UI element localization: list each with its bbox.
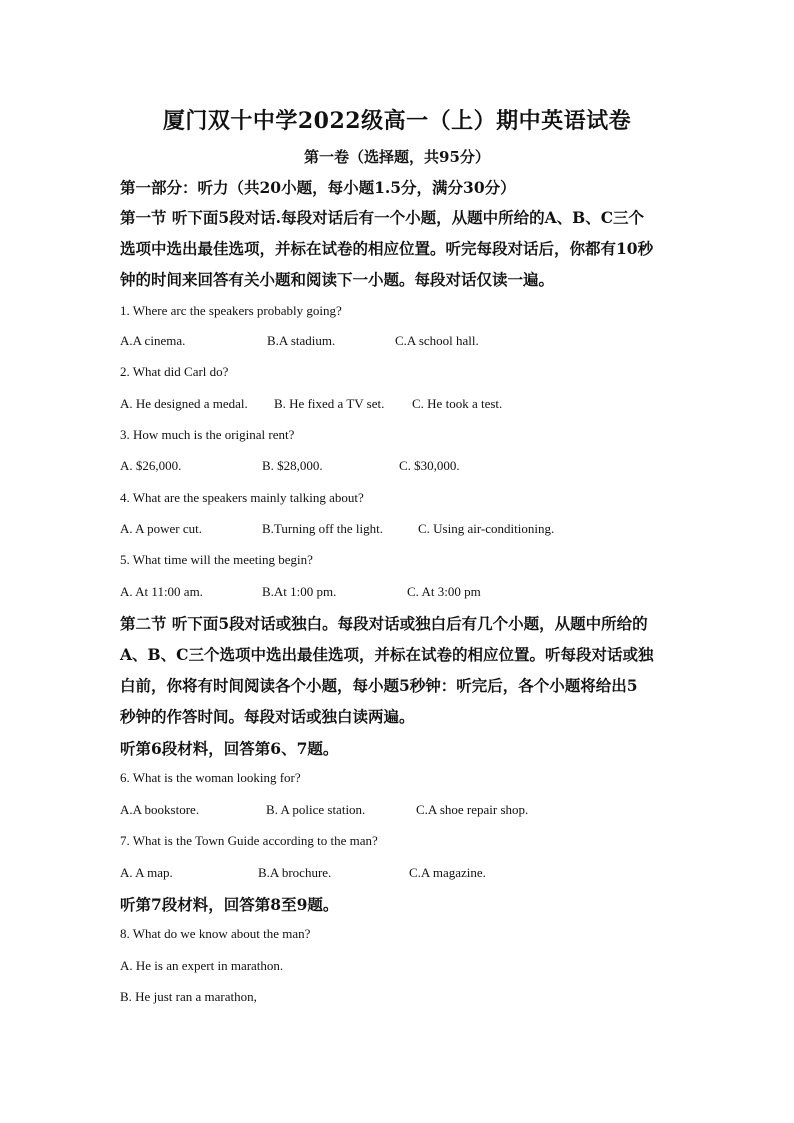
option-b: B.At 1:00 pm. <box>262 584 337 599</box>
page-title: 厦门双十中学2022级高一（上）期中英语试卷 <box>162 108 632 134</box>
section1-instruction-line3: 钟的时间来回答有关小题和阅读下一小题。每段对话仅读一遍。 <box>120 270 555 289</box>
option-b: B. He fixed a TV set. <box>274 396 385 411</box>
section2-instruction-line3: 白前，你将有时间阅读各个小题，每小题5秒钟：听完后，各个小题将给出5 <box>120 676 638 695</box>
question-1: 1. Where arc the speakers probably going? <box>120 303 342 318</box>
question-2: 2. What did Carl do? <box>120 364 229 379</box>
option-c: C.A magazine. <box>409 865 486 880</box>
option-a: A.A cinema. <box>120 333 186 348</box>
option-b: B.A brochure. <box>258 865 332 880</box>
section1-instruction-line2: 选项中选出最佳选项，并标在试卷的相应位置。听完每段对话后，你都有10秒 <box>120 239 654 258</box>
option-a: A. He designed a medal. <box>120 396 248 411</box>
question-4: 4. What are the speakers mainly talking about? <box>120 490 364 505</box>
option-a: A. At 11:00 am. <box>120 584 203 599</box>
option-c: C. He took a test. <box>412 396 503 411</box>
question-5: 5. What time will the meeting begin? <box>120 552 313 567</box>
option-a: A.A bookstore. <box>120 802 200 817</box>
section2-instruction-line2: A、B、C三个选项中选出最佳选项，并标在试卷的相应位置。听每段对话或独 <box>120 645 654 664</box>
question-6: 6. What is the woman looking for? <box>120 770 301 785</box>
option-c: C. Using air-conditioning. <box>418 521 555 536</box>
question-3: 3. How much is the original rent? <box>120 427 295 442</box>
option-c: C.A shoe repair shop. <box>416 802 529 817</box>
section1-instruction-line1: 第一节 听下面5段对话.每段对话后有一个小题，从题中所给的A、B、C三个 <box>120 208 645 227</box>
volume-subtitle: 第一卷（选择题，共95分） <box>304 148 490 166</box>
question-8: 8. What do we know about the man? <box>120 926 311 941</box>
option-c: C.A school hall. <box>395 333 479 348</box>
option-a: A. A map. <box>120 865 173 880</box>
part1-heading: 第一部分：听力（共20小题，每小题1.5分，满分30分） <box>120 178 516 197</box>
section2-instruction-line4: 秒钟的作答时间。每段对话或独白读两遍。 <box>120 707 415 726</box>
question-7: 7. What is the Town Guide according to the man? <box>120 833 378 848</box>
option-a: A. A power cut. <box>120 521 202 536</box>
material-7-heading: 听第7段材料，回答第8至9题。 <box>120 895 339 914</box>
option-c: C. $30,000. <box>399 458 460 473</box>
section2-instruction-line1: 第二节 听下面5段对话或独白。每段对话或独白后有几个小题，从题中所给的 <box>120 614 648 633</box>
option-b: B.Turning off the light. <box>262 521 383 536</box>
option-c: C. At 3:00 pm <box>407 584 481 599</box>
option-b: B. A police station. <box>266 802 366 817</box>
option-b: B. $28,000. <box>262 458 323 473</box>
option-b: B.A stadium. <box>267 333 336 348</box>
question-8-option-a: A. He is an expert in marathon. <box>120 958 284 973</box>
material-6-heading: 听第6段材料，回答第6、7题。 <box>120 739 339 758</box>
question-8-option-b: B. He just ran a marathon, <box>120 989 257 1004</box>
option-a: A. $26,000. <box>120 458 182 473</box>
